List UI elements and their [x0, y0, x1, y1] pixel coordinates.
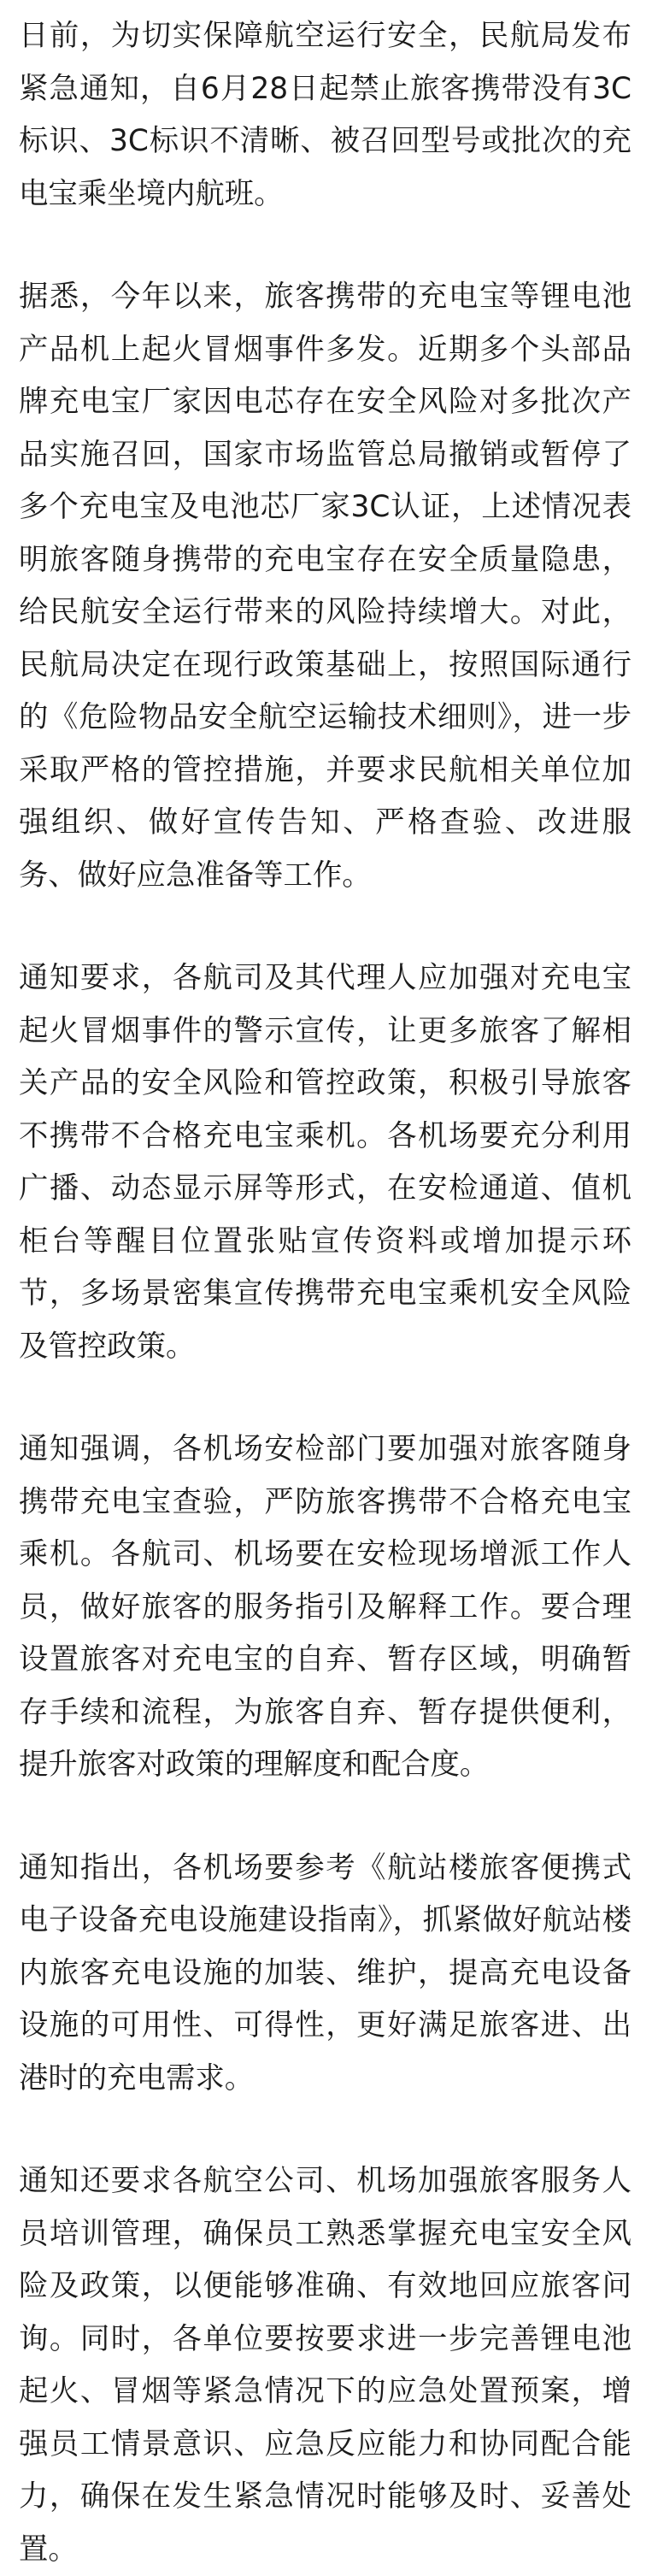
paragraph-publicity-requirements: 通知要求，各航司及其代理人应加强对充电宝起火冒烟事件的警示宣传，让更多旅客了解相关产品的安全风险和管控政策，积极引导旅客不携带不合格充电宝乘机。各机场要充分利用广播、动态显示屏等形式，在安检通道、值机柜台等醒目位置张贴宣传资料或增加提示环节，多场景密集宣传携带充电宝乘机安全风险及管控政策。 [19, 961, 631, 1364]
paragraph-staff-training: 通知还要求各航空公司、机场加强旅客服务人员培训管理，确保员工熟悉掌握充电宝安全风险及政策，以便能够准确、有效地回应旅客问询。同时，各单位要按要求进一步完善锂电池起火、冒烟等紧急情况下的应急处置预案，增强员工情景意识、应急反应能力和协同配合能力，确保在发生紧急情况时能够及时、妥善处置。 [19, 2164, 631, 2567]
paragraph-security-check: 通知强调，各机场安检部门要加强对旅客随身携带充电宝查验，严防旅客携带不合格充电宝乘机。各航司、机场要在安检现场增派工作人员，做好旅客的服务指引及解释工作。要合理设置旅客对充电宝的自弃、暂存区域，明确暂存手续和流程，为旅客自弃、暂存提供便利，提升旅客对政策的理解度和配合度。 [19, 1432, 631, 1782]
paragraph-charging-facilities: 通知指出，各机场要参考《航站楼旅客便携式电子设备充电设施建设指南》，抓紧做好航站楼内旅客充电设施的加装、维护，提高充电设备设施的可用性、可得性，更好满足旅客进、出港时的充电需求。 [19, 1850, 631, 2096]
paragraph-announcement: 日前，为切实保障航空运行安全，民航局发布紧急通知，自6月28日起禁止旅客携带没有3C标识、3C标识不清晰、被召回型号或批次的充电宝乘坐境内航班。 [19, 19, 631, 211]
paragraph-background: 据悉，今年以来，旅客携带的充电宝等锂电池产品机上起火冒烟事件多发。近期多个头部品牌充电宝厂家因电芯存在安全风险对多批次产品实施召回，国家市场监管总局撤销或暂停了多个充电宝及电池芯厂家3C认证，上述情况表明旅客随身携带的充电宝存在安全质量隐患，给民航安全运行带来的风险持续增大。对此，民航局决定在现行政策基础上，按照国际通行的《危险物品安全航空运输技术细则》，进一步采取严格的管控措施，并要求民航相关单位加强组织、做好宣传告知、严格查验、改进服务、做好应急准备等工作。 [19, 280, 631, 893]
